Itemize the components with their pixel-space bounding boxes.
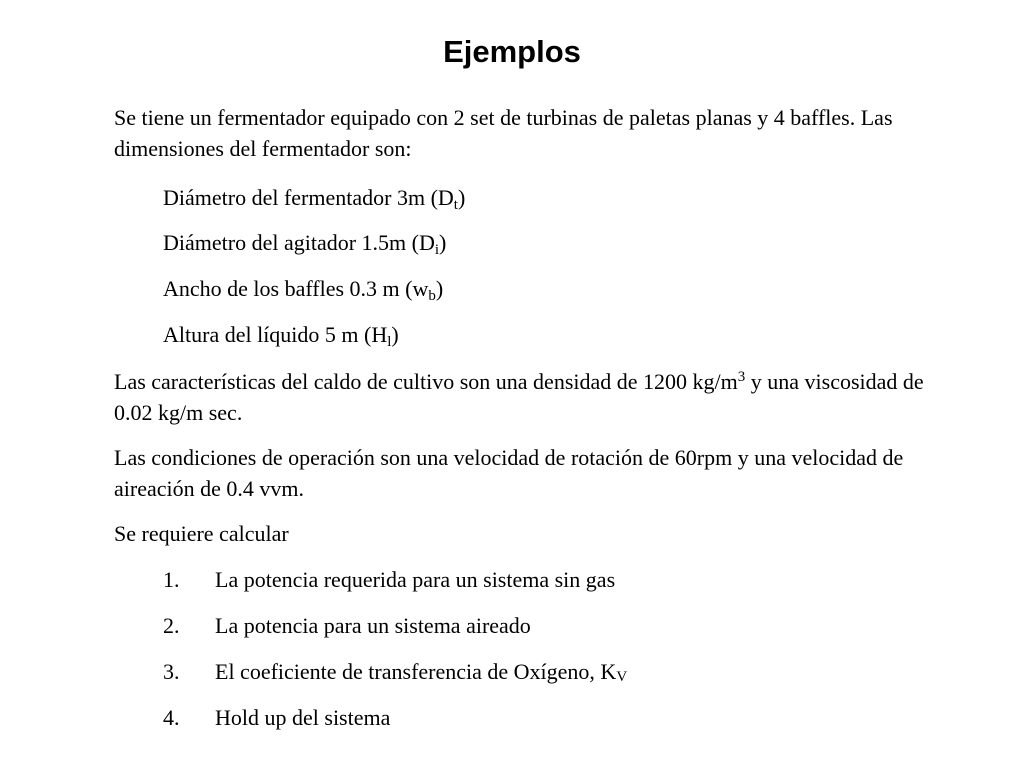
task-number: 2.: [163, 613, 180, 638]
dimension-item-impeller-diameter: Diámetro del agitador 1.5m $(D_i)$: [163, 230, 447, 258]
conditions-paragraph: Las condiciones de operación son una velocidad de rotación de 60rpm y una velocidad de aireación de 0.4 vvm.: [114, 445, 904, 501]
dimension-item-liquid-height: Altura del líquido 5 m $(H_l)$: [163, 322, 399, 350]
slide-title: Ejemplos: [443, 34, 581, 69]
task-text: La potencia requerida para un sistema sin gas: [215, 567, 616, 592]
dimension-item-baffle-width: Ancho de los baffles 0.3 m $(w_b)$: [163, 276, 444, 304]
task-number: 3.: [163, 659, 180, 684]
intro-paragraph: Se tiene un fermentador equipado con 2 set de turbinas de paletas planas y 4 baffles. Las dimensiones del fermentador son:: [114, 105, 893, 161]
task-text: La potencia para un sistema aireado: [215, 613, 531, 638]
broth-paragraph: Las características del caldo de cultivo son una densidad de 1200 $kg/m^3$ y una viscosidad de 0.02 kg/m sec.: [114, 369, 924, 425]
task-number: 4.: [163, 705, 180, 730]
task-number: 1.: [163, 567, 180, 592]
task-text: Hold up del sistema: [215, 705, 391, 730]
calc-heading: Se requiere calcular: [114, 521, 289, 546]
task-text-oxygen-coefficient: El coeficiente de transferencia de Oxígeno, KV: [215, 659, 628, 685]
dimension-item-tank-diameter: Diámetro del fermentador 3m $(D_t)$: [163, 185, 466, 213]
